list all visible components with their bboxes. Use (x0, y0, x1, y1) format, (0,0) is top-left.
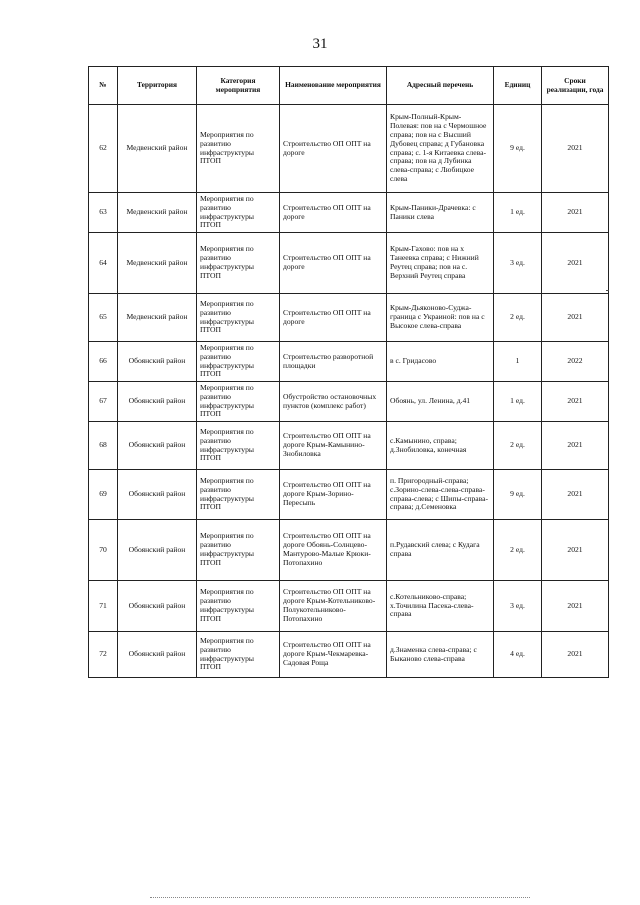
table-row (89, 382, 609, 422)
cell-territory: Обоянский район (118, 581, 197, 632)
activities-table (88, 66, 609, 678)
cell-territory: Обоянский район (118, 632, 197, 678)
cell-num: 69 (89, 470, 118, 520)
cell-num: 66 (89, 342, 118, 382)
cell-units: 9 ед. (494, 470, 542, 520)
table-row (89, 294, 609, 342)
cell-num: 70 (89, 520, 118, 581)
header-territory: Территория (118, 67, 197, 105)
table-header-row (89, 67, 609, 105)
cell-category: Мероприятия по развитию инфраструктуры ПТОП (197, 422, 280, 470)
cell-year: 2021 (542, 470, 609, 520)
header-units: Единиц (494, 67, 542, 105)
cell-units: 1 ед. (494, 382, 542, 422)
cell-name: Строительство ОП ОПТ на дороге Обоянь-Солнцево-Мантурово-Малые Крюки-Потопахино (280, 520, 387, 581)
cell-category: Мероприятия по развитию инфраструктуры ПТОП (197, 382, 280, 422)
cell-category: Мероприятия по развитию инфраструктуры ПТОП (197, 581, 280, 632)
cell-num: 67 (89, 382, 118, 422)
cell-units: 3 ед. (494, 581, 542, 632)
cell-units: 2 ед. (494, 520, 542, 581)
cell-address: Крым-Гахово: пов на х Танеевка справа; с Нижний Реутец справа; пов на с. Верхний Реутец справа (387, 233, 494, 294)
cell-territory: Обоянский район (118, 382, 197, 422)
header-category: Категория мероприятия (197, 67, 280, 105)
cell-units: 9 ед. (494, 105, 542, 193)
cell-address: Крым-Паники-Драчевка: с Паники слева (387, 193, 494, 233)
table-row (89, 520, 609, 581)
cell-year: 2021 (542, 105, 609, 193)
cell-num: 71 (89, 581, 118, 632)
table-row (89, 422, 609, 470)
cell-category: Мероприятия по развитию инфраструктуры ПТОП (197, 632, 280, 678)
cell-territory: Обоянский район (118, 342, 197, 382)
cell-category: Мероприятия по развитию инфраструктуры ПТОП (197, 105, 280, 193)
cell-territory: Обоянский район (118, 422, 197, 470)
cell-address: Крым-Полный-Крым-Полевая: пов на с Чермошное справа; пов на с Высший Дубовец справа; д Губановка справа; с. 1-я Китаевка слева-справа; пов на д Лубинка слева-справа; с Любицкое слева (387, 105, 494, 193)
cell-name: Строительство ОП ОПТ на дороге (280, 233, 387, 294)
scan-mark (606, 290, 609, 291)
cell-address: с.Котельниково-справа; х.Точилина Пасека-слева-справа (387, 581, 494, 632)
table-row (89, 342, 609, 382)
cell-territory: Медвенский район (118, 294, 197, 342)
cell-units: 1 (494, 342, 542, 382)
cell-num: 68 (89, 422, 118, 470)
cell-num: 65 (89, 294, 118, 342)
cell-units: 1 ед. (494, 193, 542, 233)
cell-num: 63 (89, 193, 118, 233)
table-row (89, 233, 609, 294)
cell-units: 4 ед. (494, 632, 542, 678)
table-row (89, 193, 609, 233)
cell-category: Мероприятия по развитию инфраструктуры ПТОП (197, 193, 280, 233)
cell-category: Мероприятия по развитию инфраструктуры ПТОП (197, 470, 280, 520)
cell-territory: Медвенский район (118, 105, 197, 193)
header-period: Сроки реализации, года (542, 67, 609, 105)
cell-address: с.Камынино, справа; д.Знобиловка, конечная (387, 422, 494, 470)
cell-name: Строительство ОП ОПТ на дороге Крым-Зорино-Пересыпь (280, 470, 387, 520)
cell-year: 2021 (542, 233, 609, 294)
cell-name: Строительство разворотной площадки (280, 342, 387, 382)
header-name: Наименование мероприятия (280, 67, 387, 105)
cell-category: Мероприятия по развитию инфраструктуры ПТОП (197, 233, 280, 294)
cell-territory: Медвенский район (118, 233, 197, 294)
footer-rule (150, 897, 530, 899)
header-num: № (89, 67, 118, 105)
cell-name: Строительство ОП ОПТ на дороге Крым-Чекмаревка-Садовая Роща (280, 632, 387, 678)
cell-year: 2021 (542, 193, 609, 233)
cell-units: 2 ед. (494, 422, 542, 470)
cell-address: Обоянь, ул. Ленина, д.41 (387, 382, 494, 422)
cell-name: Обустройство остановочных пунктов (комплекс работ) (280, 382, 387, 422)
table-row (89, 470, 609, 520)
cell-name: Строительство ОП ОПТ на дороге (280, 294, 387, 342)
cell-address: п.Рудавский слева; с Кудага справа (387, 520, 494, 581)
header-address: Адресный перечень (387, 67, 494, 105)
cell-name: Строительство ОП ОПТ на дороге (280, 193, 387, 233)
cell-year: 2021 (542, 422, 609, 470)
cell-name: Строительство ОП ОПТ на дороге Крым-Камынино-Знобиловка (280, 422, 387, 470)
cell-name: Строительство ОП ОПТ на дороге (280, 105, 387, 193)
cell-address: п. Пригородный-справа; с.Зорино-слева-слева-справа-справа-слева; с Шипы-справа-справа; д.Семеновка (387, 470, 494, 520)
table-row (89, 581, 609, 632)
cell-num: 72 (89, 632, 118, 678)
cell-year: 2021 (542, 382, 609, 422)
cell-name: Строительство ОП ОПТ на дороге Крым-Котельниково-Полукотельниково-Потопахино (280, 581, 387, 632)
cell-category: Мероприятия по развитию инфраструктуры ПТОП (197, 342, 280, 382)
cell-num: 64 (89, 233, 118, 294)
cell-territory: Медвенский район (118, 193, 197, 233)
cell-units: 3 ед. (494, 233, 542, 294)
cell-year: 2021 (542, 632, 609, 678)
cell-territory: Обоянский район (118, 520, 197, 581)
cell-address: Крым-Дьяконово-Суджа-граница с Украиной: пов на с Высокое слева-справа (387, 294, 494, 342)
cell-year: 2022 (542, 342, 609, 382)
cell-category: Мероприятия по развитию инфраструктуры ПТОП (197, 520, 280, 581)
cell-address: в с. Гридасово (387, 342, 494, 382)
cell-year: 2021 (542, 581, 609, 632)
cell-year: 2021 (542, 520, 609, 581)
cell-category: Мероприятия по развитию инфраструктуры ПТОП (197, 294, 280, 342)
page-number: 31 (312, 36, 328, 52)
cell-num: 62 (89, 105, 118, 193)
cell-territory: Обоянский район (118, 470, 197, 520)
cell-address: д.Знаменка слева-справа; с Быканово слева-справа (387, 632, 494, 678)
cell-units: 2 ед. (494, 294, 542, 342)
cell-year: 2021 (542, 294, 609, 342)
table-row (89, 105, 609, 193)
table-row (89, 632, 609, 678)
